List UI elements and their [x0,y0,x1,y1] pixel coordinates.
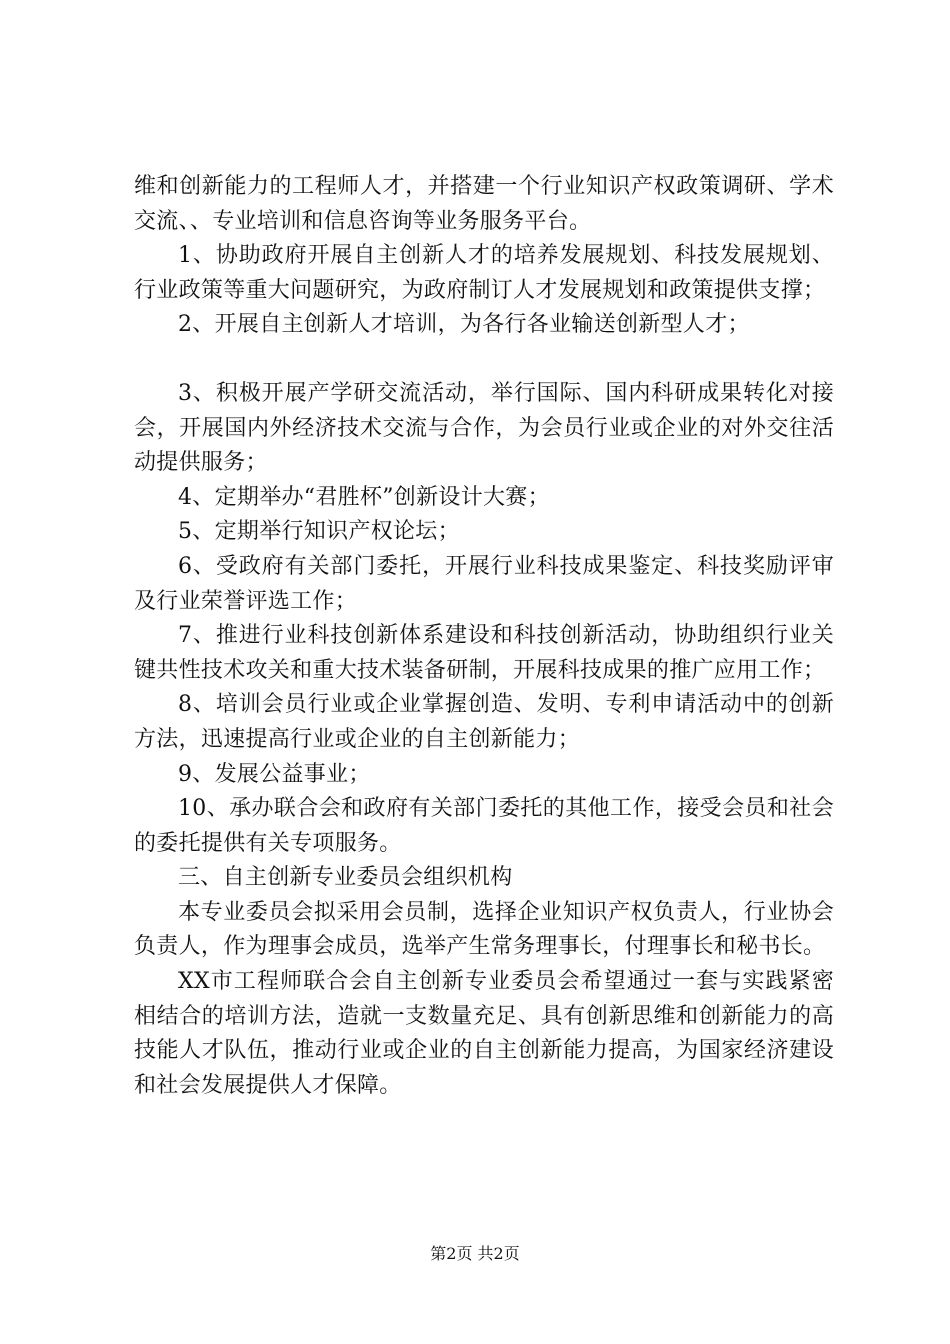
list-item-9: 9、发展公益事业； [178,761,371,787]
list-item-8: 8、培训会员行业或企业掌握创造、发明、专利申请活动中的创新方法，迅速提高行业或企业的自主创新能力； [134,692,834,752]
list-item-1: 1、协助政府开展自主创新人才的培养发展规划、科技发展规划、行业政策等重大问题研究，为政府制订人才发展规划和政策提供支撑； [134,243,834,303]
list-item-6: 6、受政府有关部门委托，开展行业科技成果鉴定、科技奖励评审及行业荣誉评选工作； [134,553,834,614]
paragraph-gap [134,343,834,377]
list-item-2: 2、开展自主创新人才培训，为各行各业输送创新型人才； [178,312,750,338]
list-item-5: 5、定期举行知识产权论坛； [178,519,460,545]
section-heading: 三、自主创新专业委员会组织机构 [178,865,513,891]
page-number-footer: 第2页 共2页 [430,1244,520,1263]
paragraph-continuation: 维和创新能力的工程师人才，并搭建一个行业知识产权政策调研、学术交流、、专业培训和信息咨询等业务服务平台。 [134,174,834,234]
paragraph-membership: 本专业委员会拟采用会员制，选择企业知识产权负责人，行业协会负责人，作为理事会成员，选举产生常务理事长，付理事长和秘书长。 [134,899,834,960]
list-item-3: 3、积极开展产学研交流活动，举行国际、国内科研成果转化对接会，开展国内外经济技术交流与合作，为会员行业或企业的对外交往活动提供服务； [134,380,834,476]
paragraph-closing: XX市工程师联合会自主创新专业委员会希望通过一套与实践紧密相结合的培训方法，造就一支数量充足、具有创新思维和创新能力的高技能人才队伍，推动行业或企业的自主创新能力提高，为国家经济建设和社会发展提供人才保障。 [134,969,834,1098]
document-body [134,170,834,1103]
list-item-7: 7、推进行业科技创新体系建设和科技创新活动，协助组织行业关键共性技术攻关和重大技术装备研制，开展科技成果的推广应用工作； [134,623,834,683]
list-item-10: 10、承办联合会和政府有关部门委托的其他工作，接受会员和社会的委托提供有关专项服务。 [134,796,834,856]
list-item-4: 4、定期举办“君胜杯”创新设计大赛； [178,484,550,510]
